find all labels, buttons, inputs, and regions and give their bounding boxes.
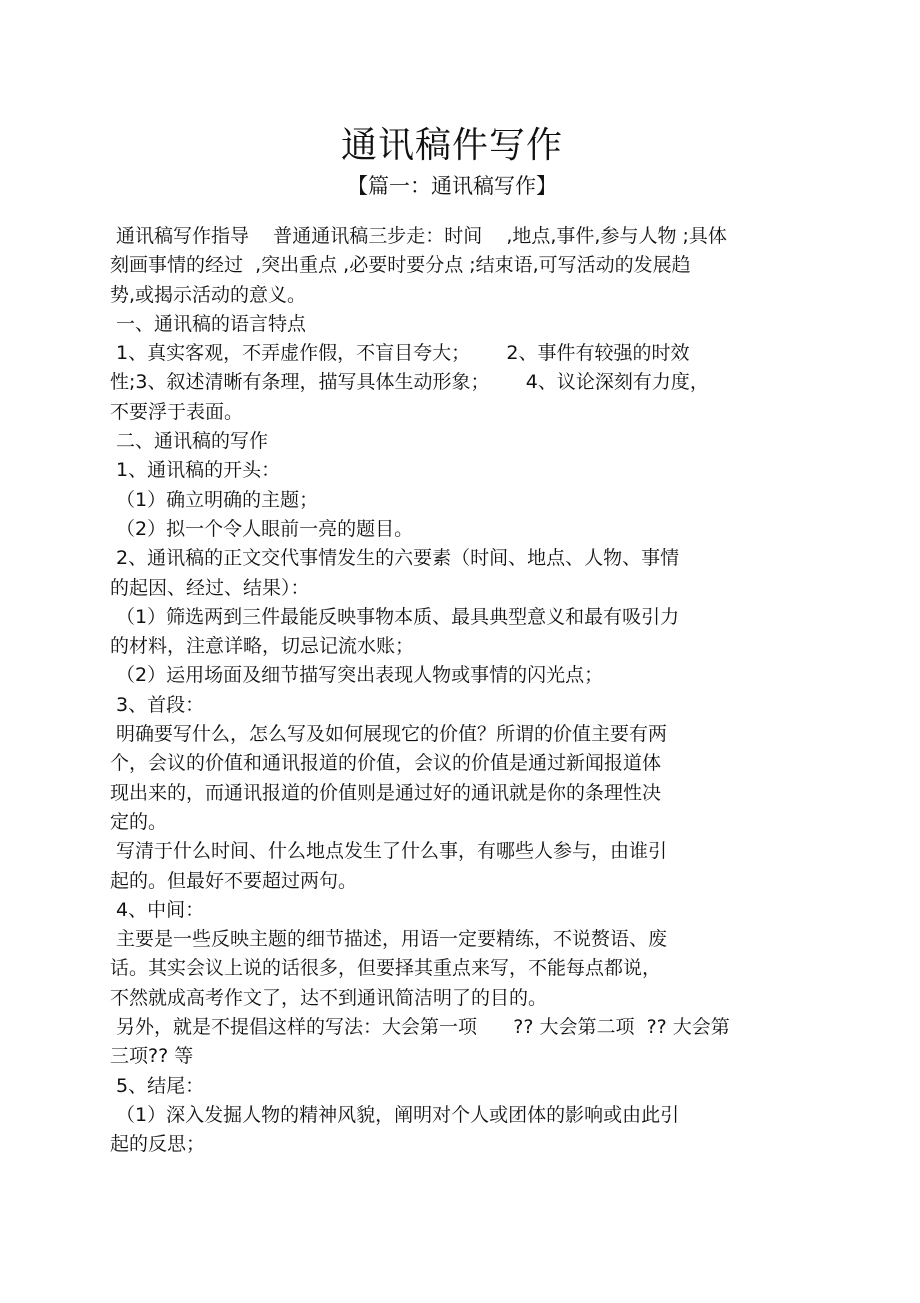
body-line: 话。其实会议上说的话很多，但要择其重点来写，不能每点都说， — [110, 957, 662, 980]
body-line: 性;3、叙述清晰有条理，描写具体生动形象； 4、议论深刻有力度， — [110, 371, 709, 394]
document-body — [110, 222, 810, 1160]
body-line: 起的反思； — [110, 1133, 206, 1156]
body-line: 势,或揭示活动的意义。 — [110, 283, 307, 306]
body-line: 的材料，注意详略，切忌记流水账； — [110, 635, 415, 658]
document-subtitle: 【篇一：通讯稿写作】 — [347, 174, 557, 198]
body-line: 刻画事情的经过 ,突出重点 ,必要时要分点 ;结束语,可写活动的发展趋 — [110, 254, 691, 277]
body-line: 不然就成高考作文了，达不到通讯简洁明了的目的。 — [110, 986, 548, 1009]
document-title: 通讯稿件写作 — [340, 125, 563, 166]
body-line: 不要浮于表面。 — [110, 400, 244, 423]
body-line: （2）运用场面及细节描写突出表现人物或事情的闪光点； — [110, 664, 604, 687]
body-line: 的起因、经过、结果）： — [110, 576, 310, 599]
body-line: 5、结尾： — [110, 1074, 205, 1097]
body-line: 另外，就是不提倡这样的写法：大会第一项 ?? 大会第二项 ?? 大会第 — [110, 1016, 730, 1039]
body-line: 二、通讯稿的写作 — [110, 430, 269, 453]
body-line: （2）拟一个令人眼前一亮的题目。 — [110, 517, 414, 540]
body-line: 三项?? 等 — [110, 1045, 194, 1068]
body-line: 1、真实客观，不弄虚作假，不盲目夸大； 2、事件有较强的时效 — [110, 342, 690, 365]
body-line: 明确要写什么，怎么写及如何展现它的价值？所谓的价值主要有两 — [110, 723, 668, 746]
body-line: 一、通讯稿的语言特点 — [110, 312, 307, 335]
body-line: 2、通讯稿的正文交代事情发生的六要素（时间、地点、人物、事情 — [110, 547, 680, 570]
body-line: 个，会议的价值和通讯报道的价值，会议的价值是通过新闻报道体 — [110, 752, 662, 775]
body-line: 主要是一些反映主题的细节描述，用语一定要精练，不说赘语、废 — [110, 928, 668, 951]
body-line: 现出来的，而通讯报道的价值则是通过好的通讯就是你的条理性决 — [110, 781, 662, 804]
body-line: 写清于什么时间、什么地点发生了什么事，有哪些人参与，由谁引 — [110, 840, 668, 863]
body-line: （1）确立明确的主题； — [110, 488, 319, 511]
body-line: 1、通讯稿的开头： — [110, 459, 281, 482]
body-line: 定的。 — [110, 810, 168, 833]
body-line: 4、中间： — [110, 898, 205, 921]
body-line: 通讯稿写作指导 普通通讯稿三步走：时间 ,地点,事件,参与人物 ;具体 — [110, 225, 727, 247]
body-line: 起的。但最好不要超过两句。 — [110, 869, 358, 892]
body-line: （1）深入发掘人物的精神风貌，阐明对个人或团体的影响或由此引 — [110, 1103, 680, 1126]
body-line: （1）筛选两到三件最能反映事物本质、最具典型意义和最有吸引力 — [110, 605, 680, 628]
body-line: 3、首段： — [110, 693, 205, 716]
